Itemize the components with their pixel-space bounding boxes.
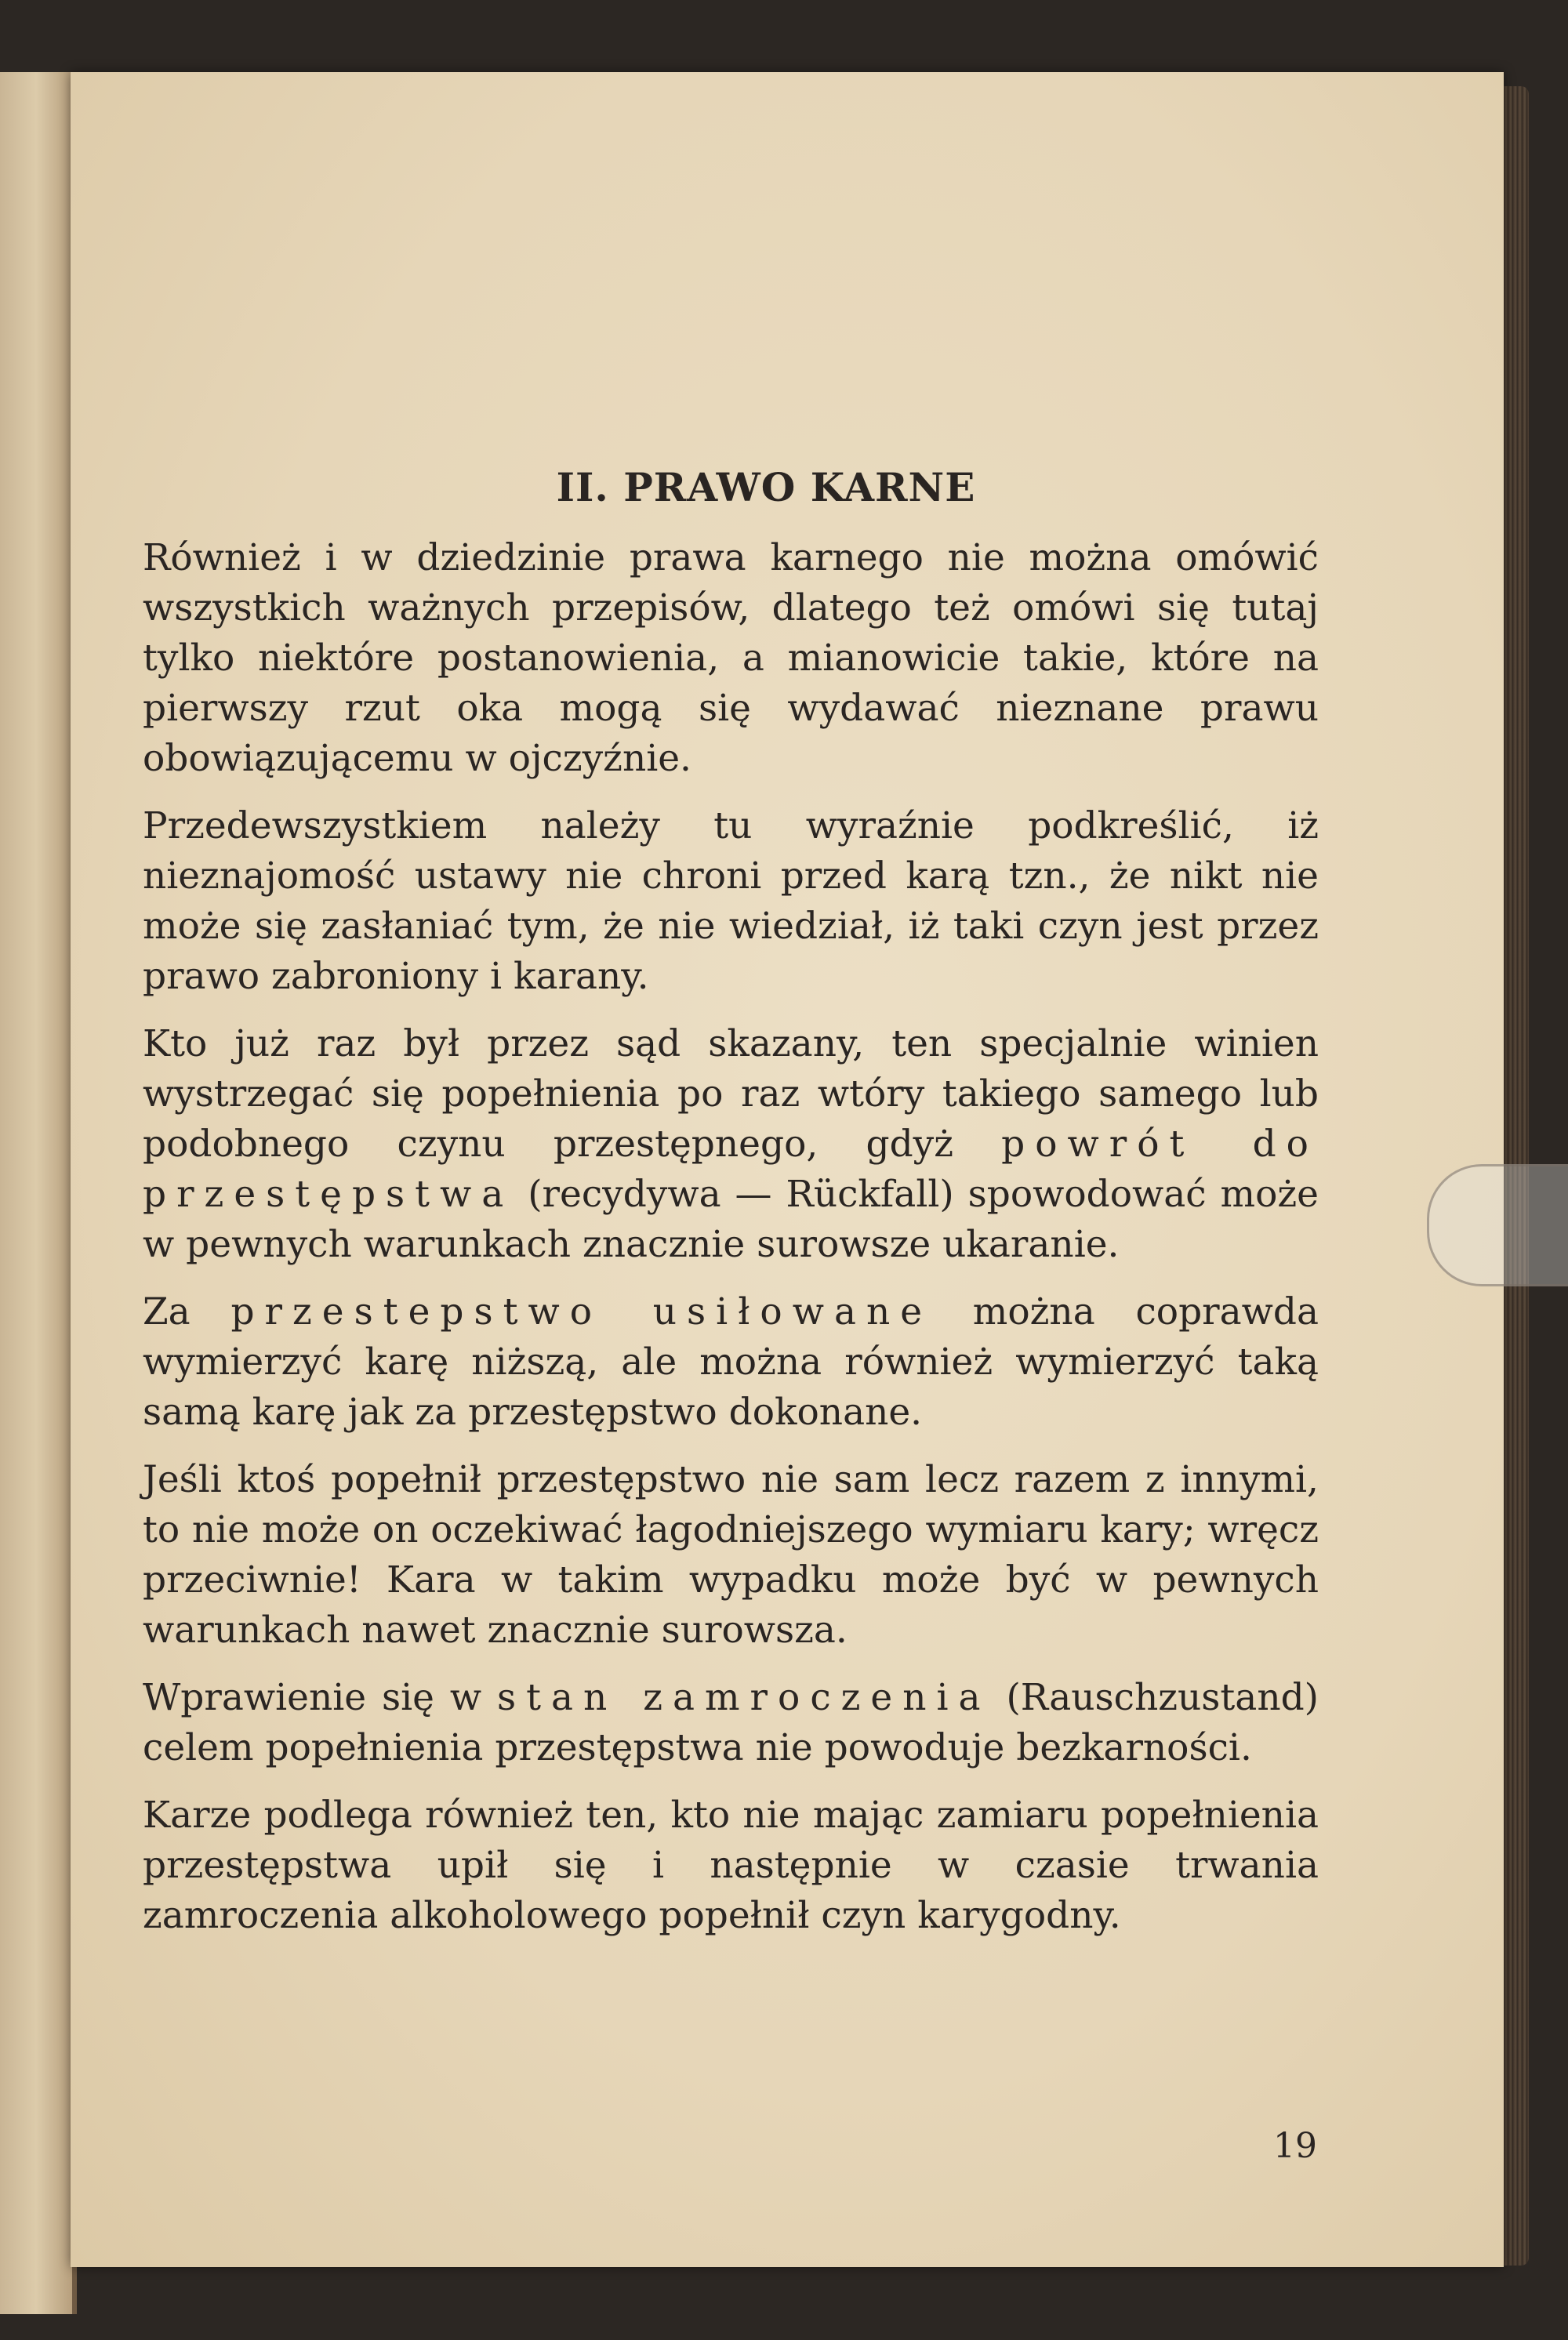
previous-page-edge [0,72,77,2314]
spaced-emphasis: przestepstwo usiłowane [230,1290,933,1333]
paragraph: Jeśli ktoś popełnił przestępstwo nie sam lecz razem z innymi, to nie może on oczekiwać łagodniejszego wymiaru kary; wręcz przeciwnie! Kara w takim wypadku może być w pewnych warunkach nawet znacznie surowsza. [143,1458,1319,1652]
spaced-emphasis: stan zamroczenia [497,1676,991,1719]
paragraph: Za przestepstwo usiłowane można coprawda wymierzyć karę niższą, ale można również wymierzyć taką samą karę jak za przestępstwo dokonane. [143,1290,1319,1434]
paragraph: Kto już raz był przez sąd skazany, ten specjalnie winien wystrzegać się popełnienia po raz wtóry takiego samego lub podobnego czynu przestępnego, gdyż powrót do przestępstwa (recydywa — Rückfall) spowodować może w pewnych warunkach znacznie surowsze ukaranie. [143,1022,1319,1266]
page-text [143,463,1319,1958]
paragraph: Karze podlega również ten, kto nie mając zamiaru popełnienia przestępstwa upił się i następnie w czasie trwania zamroczenia alkoholowego popełnił czyn karygodny. [143,1794,1319,1937]
section-heading: II. PRAWO KARNE [556,464,976,510]
paragraph: Wprawienie się w stan zamroczenia (Rauschzustand) celem popełnienia przestępstwa nie powoduje bezkarności. [143,1676,1319,1769]
page-clip [1427,1164,1568,1286]
paragraph: Przedewszystkiem należy tu wyraźnie podkreślić, iż nieznajomość ustawy nie chroni przed karą tzn., że nikt nie może się zasłaniać tym, że nie wiedział, iż taki czyn jest przez prawo zabroniony i karany. [143,804,1319,998]
paragraph: Również i w dziedzinie prawa karnego nie można omówić wszystkich ważnych przepisów, dlatego też omówi się tutaj tylko niektóre postanowienia, a mianowicie takie, które na pierwszy rzut oka mogą się wydawać nieznane prawu obowiązującemu w ojczyźnie. [143,536,1319,780]
page-number: 19 [1273,2126,1317,2166]
spaced-emphasis: powrót do przestępstwa [143,1123,1319,1216]
